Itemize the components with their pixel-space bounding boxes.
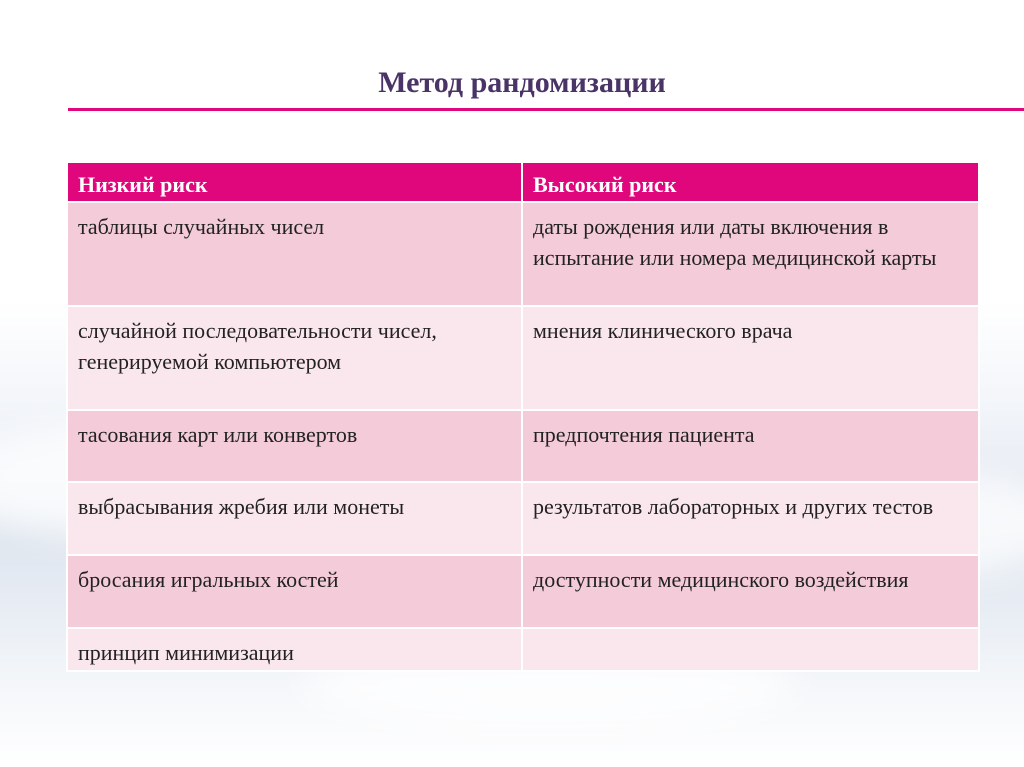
high-risk-cell: даты рождения или даты включения в испытание или номера медицинской карты (522, 202, 979, 306)
table-row (67, 628, 979, 671)
low-risk-cell: таблицы случайных чисел (67, 202, 522, 306)
header-high-risk: Высокий риск (522, 162, 979, 202)
table-row (67, 410, 979, 482)
table-row (67, 555, 979, 628)
randomization-risk-table (66, 161, 980, 672)
table-row (67, 306, 979, 410)
high-risk-cell: результатов лабораторных и других тестов (522, 482, 979, 555)
table-row (67, 202, 979, 306)
table-header-row (67, 162, 979, 202)
title-underline (68, 108, 1024, 111)
table-row (67, 482, 979, 555)
high-risk-cell: доступности медицинского воздействия (522, 555, 979, 628)
high-risk-cell (522, 628, 979, 671)
high-risk-cell: предпочтения пациента (522, 410, 979, 482)
high-risk-cell: мнения клинического врача (522, 306, 979, 410)
low-risk-cell: случайной последовательности чисел, генерируемой компьютером (67, 306, 522, 410)
low-risk-cell: бросания игральных костей (67, 555, 522, 628)
header-low-risk: Низкий риск (67, 162, 522, 202)
low-risk-cell: принцип минимизации (67, 628, 522, 671)
low-risk-cell: тасования карт или конвертов (67, 410, 522, 482)
low-risk-cell: выбрасывания жребия или монеты (67, 482, 522, 555)
slide-title: Метод рандомизации (378, 66, 666, 99)
